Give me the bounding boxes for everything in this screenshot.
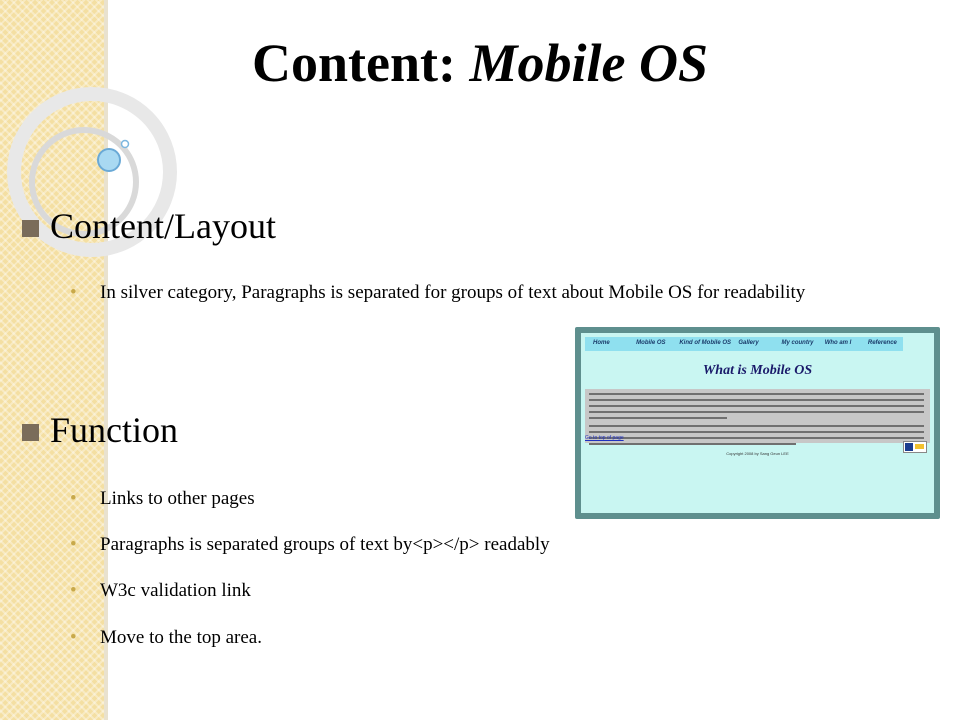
square-bullet-icon [22, 424, 39, 441]
bubble-small [122, 141, 129, 148]
bullet-dot-icon: • [70, 282, 77, 303]
bullet-text: Move to the top area. [100, 627, 262, 648]
screenshot-page-title: What is Mobile OS [702, 363, 813, 378]
screenshot-paragraphs [585, 389, 930, 443]
bullet-text: In silver category, Paragraphs is separated for groups of text about Mobile OS for readability [100, 282, 806, 303]
bullet-dot-icon: • [70, 580, 77, 601]
nav-home: Home [593, 340, 610, 346]
bullet-item [70, 279, 940, 306]
bullet-text: Links to other pages [100, 488, 255, 509]
heading-label: Content/Layout [50, 206, 276, 246]
screenshot-nav-bar [585, 337, 903, 351]
nav-mobile-os: Mobile OS [636, 340, 666, 346]
nav-who-am-i: Who am I [824, 340, 852, 346]
bubble-large [98, 149, 120, 171]
nav-reference: Reference [867, 340, 897, 346]
slide-title [0, 28, 960, 98]
bullet-dot-icon: • [70, 534, 77, 555]
nav-gallery: Gallery [738, 340, 759, 346]
bullet-dot-icon: • [70, 627, 77, 648]
bullet-item [70, 577, 940, 604]
heading-label: Function [50, 410, 179, 450]
bullet-item [70, 624, 940, 651]
heading-content-layout [22, 204, 276, 248]
heading-function [22, 408, 178, 452]
bullet-item [70, 531, 940, 558]
screenshot-page [581, 333, 934, 513]
title-prefix: Content: [251, 33, 456, 93]
screenshot-copyright: Copyright 2008 by Sang Geun LEE [726, 451, 789, 456]
title-italic: Mobile OS [469, 33, 708, 93]
nav-kind-of-mobile-os: Kind of Mobile OS [679, 340, 732, 346]
square-bullet-icon [22, 220, 39, 237]
screenshot-top-link: Go to top of page [585, 435, 624, 441]
website-screenshot [575, 327, 940, 519]
bullet-dot-icon: • [70, 488, 77, 509]
bullet-text: W3c validation link [100, 580, 251, 601]
nav-my-country: My country [781, 340, 814, 346]
bullet-text: Paragraphs is separated groups of text by<p></p> readably [100, 534, 550, 555]
